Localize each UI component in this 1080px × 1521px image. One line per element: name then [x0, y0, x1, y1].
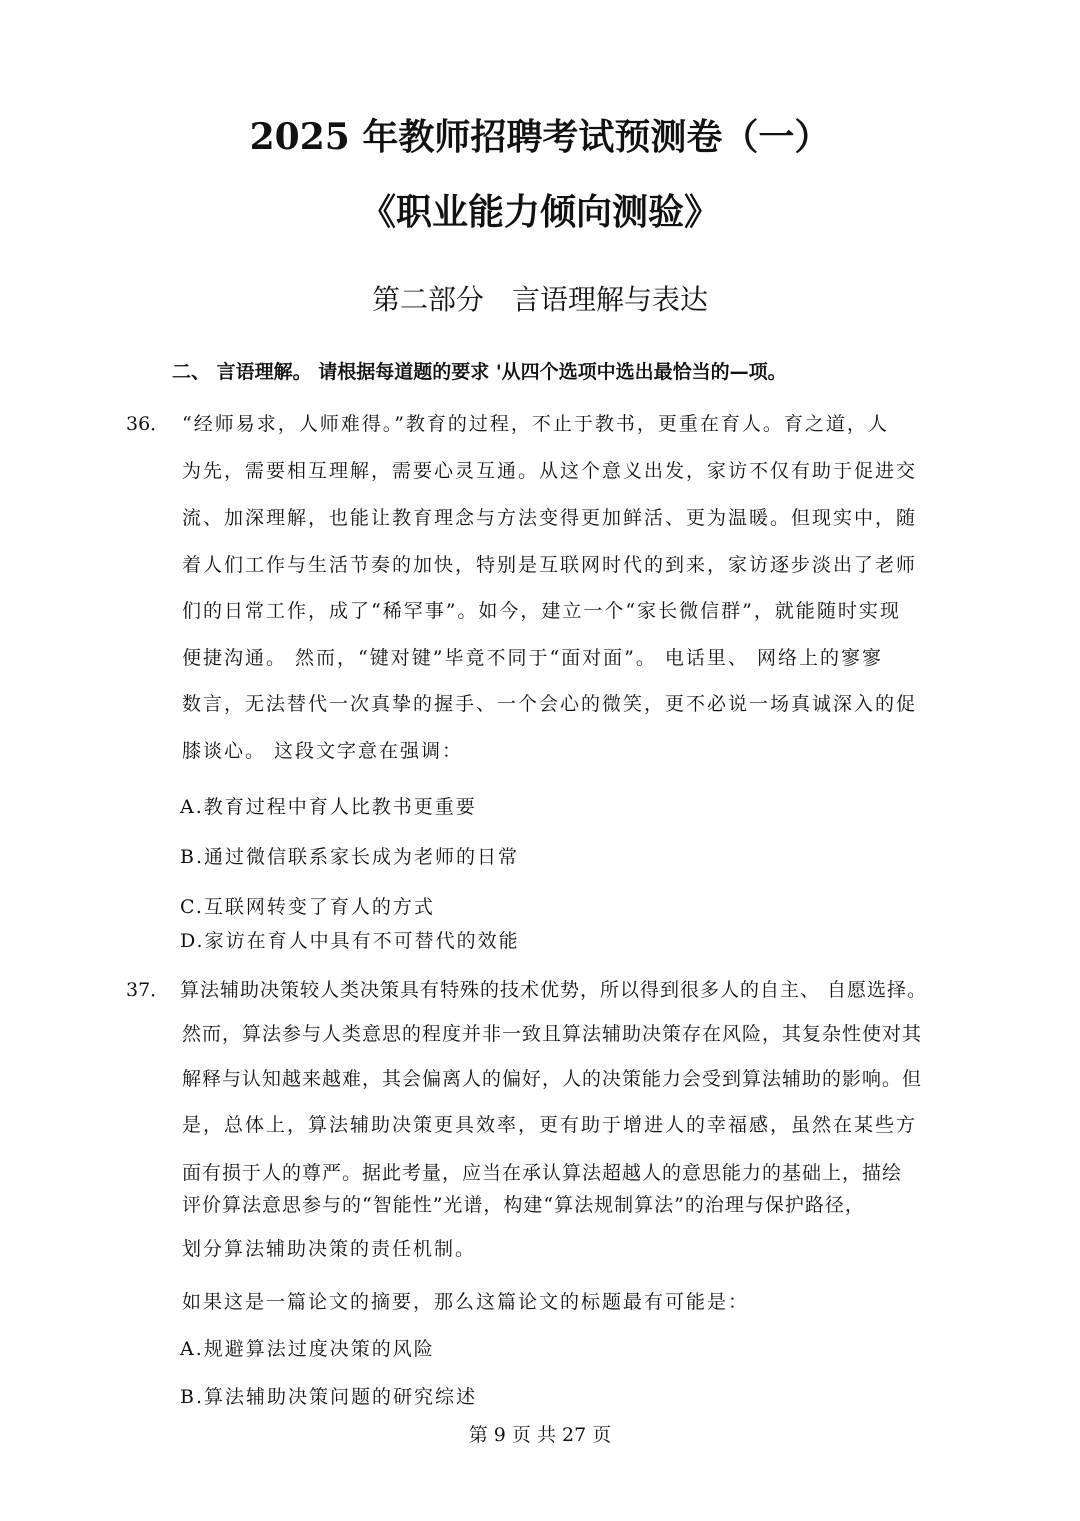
question-stem-line: 膝谈心。 这段文字意在强调： — [182, 740, 464, 762]
question-stem-line: 划分算法辅助决策的责任机制。 — [182, 1238, 477, 1260]
question-stem-line: 流、加深理解，也能让教育理念与方法变得更加鲜活、更为温暖。但现实中，随 — [182, 507, 918, 529]
question-stem-line: 便捷沟通。 然而，“键对键”毕竟不同于“面对面”。 电话里、 网络上的寥寥 — [182, 647, 883, 669]
exam-title: 2025 年教师招聘考试预测卷（一） — [249, 116, 831, 158]
question-number: 36． — [126, 413, 170, 435]
question-stem-line: 算法辅助决策较人类决策具有特殊的技术优势，所以得到很多人的自主、 自愿选择。 — [180, 979, 928, 1001]
question-stem-line: 是，总体上，算法辅助决策更具效率，更有助于增进人的幸福感，虽然在某些方 — [182, 1114, 918, 1136]
question-stem-line: 解释与认知越来越难，其会偏离人的偏好，人的决策能力会受到算法辅助的影响。但 — [182, 1068, 923, 1090]
option-b: B.通过微信联系家长成为老师的日常 — [180, 846, 520, 868]
question-stem-line: 数言，无法替代一次真挚的握手、一个会心的微笑，更不必说一场真诚深入的促 — [182, 693, 918, 715]
section-title: 第二部分 言语理解与表达 — [371, 283, 708, 316]
question-stem-line: 然而，算法参与人类意思的程度并非一致且算法辅助决策存在风险，其复杂性使对其 — [182, 1023, 923, 1045]
exam-subtitle: 《职业能力倾向测验》 — [359, 191, 720, 233]
option-c: C.互联网转变了育人的方式 — [180, 896, 435, 918]
question-stem-line: 评价算法意思参与的“智能性”光谱，构建“算法规制算法”的治理与保护路径， — [182, 1194, 865, 1216]
question-stem-line: 面有损于人的尊严。据此考量，应当在承认算法超越人的意思能力的基础上，描绘 — [182, 1162, 903, 1184]
question-stem-line: 们的日常工作，成了“稀罕事”。如今，建立一个“家长微信群”，就能随时实现 — [182, 600, 901, 622]
instruction-text: 二、 言语理解。 请根据每道题的要求 '从四个选项中选出最恰当的—项。 — [172, 361, 787, 383]
question-stem-line: 着人们工作与生活节奏的加快，特别是互联网时代的到来，家访逐步淡出了老师 — [182, 554, 918, 576]
option-d: D.家访在育人中具有不可替代的效能 — [180, 930, 520, 952]
option-b: B.算法辅助决策问题的研究综述 — [180, 1386, 478, 1408]
question-prompt: 如果这是一篇论文的摘要，那么这篇论文的标题最有可能是： — [182, 1291, 750, 1313]
option-a: A.规避算法过度决策的风险 — [180, 1338, 435, 1360]
question-stem-line: “经师易求，人师难得。”教育的过程，不止于教书，更重在育人。育之道，人 — [182, 413, 889, 435]
question-stem-line: 为先，需要相互理解，需要心灵互通。从这个意义出发，家访不仅有助于促进交 — [182, 460, 918, 482]
option-a: A.教育过程中育人比教书更重要 — [180, 796, 477, 818]
page-number: 第 9 页 共 27 页 — [468, 1424, 612, 1446]
question-number: 37． — [126, 979, 170, 1001]
